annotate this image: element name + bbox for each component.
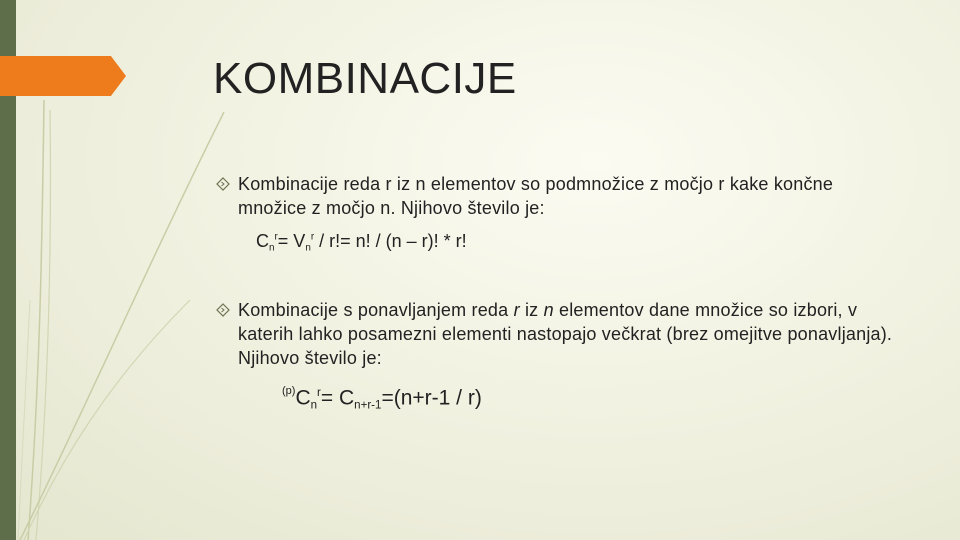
bullet-text xyxy=(216,298,896,370)
formula-superscript: r xyxy=(317,386,321,399)
formula-part: = C xyxy=(320,386,355,410)
bullet-text-part: elementov dane množice so izbori, v katerih lahko posamezni elementi nastopajo večkrat (brez omejitve ponavljanja). Njihovo število je: xyxy=(238,300,893,368)
formula-part: =(n+r-1 / r) xyxy=(381,386,482,410)
formula-subscript: n xyxy=(305,242,311,254)
formula-subscript: n xyxy=(310,399,318,412)
formula-part: = V xyxy=(277,231,306,251)
formula-superscript: r xyxy=(310,231,315,243)
combination-formula xyxy=(256,231,467,253)
diamond-outline-icon xyxy=(216,177,230,191)
combination-with-repetition-formula xyxy=(282,385,482,411)
diamond-outline-icon xyxy=(216,303,230,317)
italic-variable-r: r xyxy=(513,300,520,320)
title-accent-tab xyxy=(0,56,126,96)
italic-variable-n: n xyxy=(543,300,554,320)
formula-subscript: n xyxy=(269,242,275,254)
bullet-text: Kombinacije reda r iz n elementov so podmnožice z močjo r kake končne množice z močjo n. Njihovo število je: xyxy=(238,174,834,218)
formula-symbol: C xyxy=(256,231,269,251)
bullet-text-part: Kombinacije s ponavljanjem reda xyxy=(238,300,514,320)
bullet-item-combinations-with-repetition xyxy=(216,298,896,370)
formula-symbol: C xyxy=(295,386,311,410)
bullet-item-combinations xyxy=(216,172,896,220)
formula-prefix: (p) xyxy=(282,385,296,397)
formula-subscript: n+r-1 xyxy=(354,399,382,412)
slide-title: KOMBINACIJE xyxy=(213,54,517,103)
formula-superscript: r xyxy=(274,231,278,243)
bullet-text-part: iz xyxy=(519,300,544,320)
formula-part: / r!= n! / (n – r)! * r! xyxy=(314,231,467,251)
